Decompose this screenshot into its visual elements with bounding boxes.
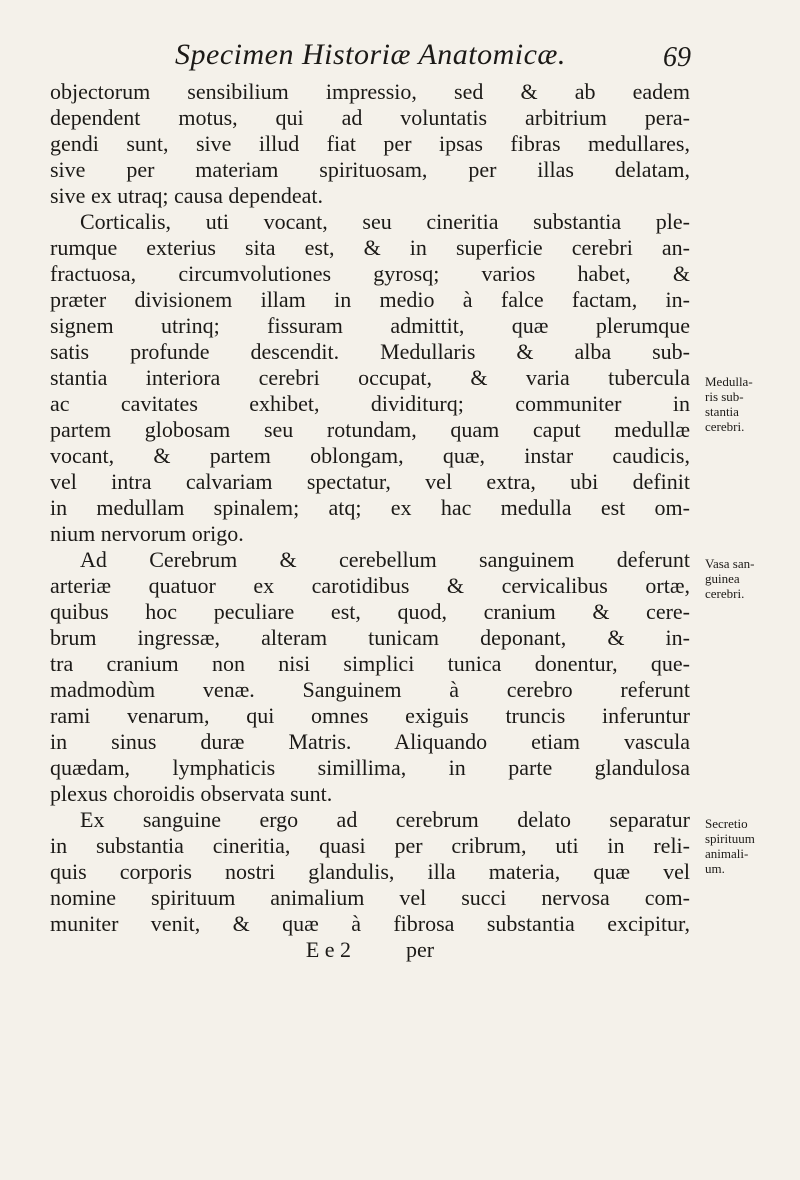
text-line: ac cavitates exhibet, dividiturq; communiter in [50, 391, 690, 416]
text-line: muniter venit, & quæ à fibrosa substantia excipitur, [50, 911, 690, 936]
text-line: rumque exterius sita est, & in superficie cerebri an- [50, 235, 690, 260]
margin-note-line: ris sub- [705, 389, 744, 404]
page-number: 69 [663, 42, 691, 73]
margin-note-medullaris [705, 374, 797, 434]
text-line: madmodùm venæ. Sanguinem à cerebro referunt [50, 677, 690, 702]
text-line: partem globosam seu rotundam, quam caput medullæ [50, 417, 690, 442]
margin-note-line: guinea [705, 571, 740, 586]
text-line: Corticalis, uti vocant, seu cineritia substantia ple- [80, 209, 690, 234]
text-line: satis profunde descendit. Medullaris & alba sub- [50, 339, 690, 364]
text-line: nium nervorum origo. [50, 521, 244, 546]
text-line: quis corporis nostri glandulis, illa materia, quæ vel [50, 859, 690, 884]
text-line: signem utrinq; fissuram admittit, quæ plerumque [50, 313, 690, 338]
text-line: plexus choroidis observata sunt. [50, 781, 333, 806]
text-line: rami venarum, qui omnes exiguis truncis inferuntur [50, 703, 690, 728]
text-line: vel intra calvariam spectatur, vel extra, ubi definit [50, 469, 690, 494]
margin-note-secretio [705, 816, 797, 876]
margin-note-line: animali- [705, 846, 749, 861]
text-line: sive per materiam spirituosam, per illas delatam, [50, 157, 690, 182]
margin-note-line: Secretio [705, 816, 748, 831]
text-line: nomine spirituum animalium vel succi nervosa com- [50, 885, 690, 910]
text-line: dependent motus, qui ad voluntatis arbitrium pera- [50, 105, 690, 130]
text-line: Ex sanguine ergo ad cerebrum delato separatur [80, 807, 690, 832]
margin-note-line: spirituum [705, 831, 755, 846]
running-title: Specimen Historiæ Anatomicæ. [175, 38, 566, 71]
text-line: quibus hoc peculiare est, quod, cranium & cere- [50, 599, 690, 624]
margin-note-line: um. [705, 861, 725, 876]
text-line: brum ingressæ, alteram tunicam deponant, & in- [50, 625, 690, 650]
margin-note-line: Medulla- [705, 374, 753, 389]
text-line: arteriæ quatuor ex carotidibus & cervicalibus ortæ, [50, 573, 690, 598]
text-line: vocant, & partem oblongam, quæ, instar caudicis, [50, 443, 690, 468]
text-line: in medullam spinalem; atq; ex hac medulla est om- [50, 495, 690, 520]
text-line: præter divisionem illam in medio à falce factam, in- [50, 287, 690, 312]
text-line: fractuosa, circumvolutiones gyrosq; varios habet, & [50, 261, 690, 286]
margin-note-line: cerebri. [705, 419, 745, 434]
text-line: stantia interiora cerebri occupat, & varia tubercula [50, 365, 690, 390]
margin-note-line: Vasa san- [705, 556, 755, 571]
text-line: sive ex utraq; causa dependeat. [50, 183, 324, 208]
margin-note-vasa [705, 556, 797, 601]
text-line: in substantia cineritia, quasi per cribrum, uti in reli- [50, 833, 690, 858]
margin-note-line: cerebri. [705, 586, 745, 601]
page-header [0, 38, 800, 78]
catchword-line: E e 2 per [305, 937, 435, 962]
body-text [50, 79, 690, 963]
text-line: tra cranium non nisi simplici tunica donentur, que- [50, 651, 690, 676]
text-line: Ad Cerebrum & cerebellum sanguinem deferunt [80, 547, 690, 572]
text-line: gendi sunt, sive illud fiat per ipsas fibras medullares, [50, 131, 690, 156]
text-line: in sinus duræ Matris. Aliquando etiam vascula [50, 729, 690, 754]
text-line: objectorum sensibilium impressio, sed & ab eadem [50, 79, 690, 104]
margin-note-line: stantia [705, 404, 739, 419]
text-line: quædam, lymphaticis simillima, in parte glandulosa [50, 755, 690, 780]
